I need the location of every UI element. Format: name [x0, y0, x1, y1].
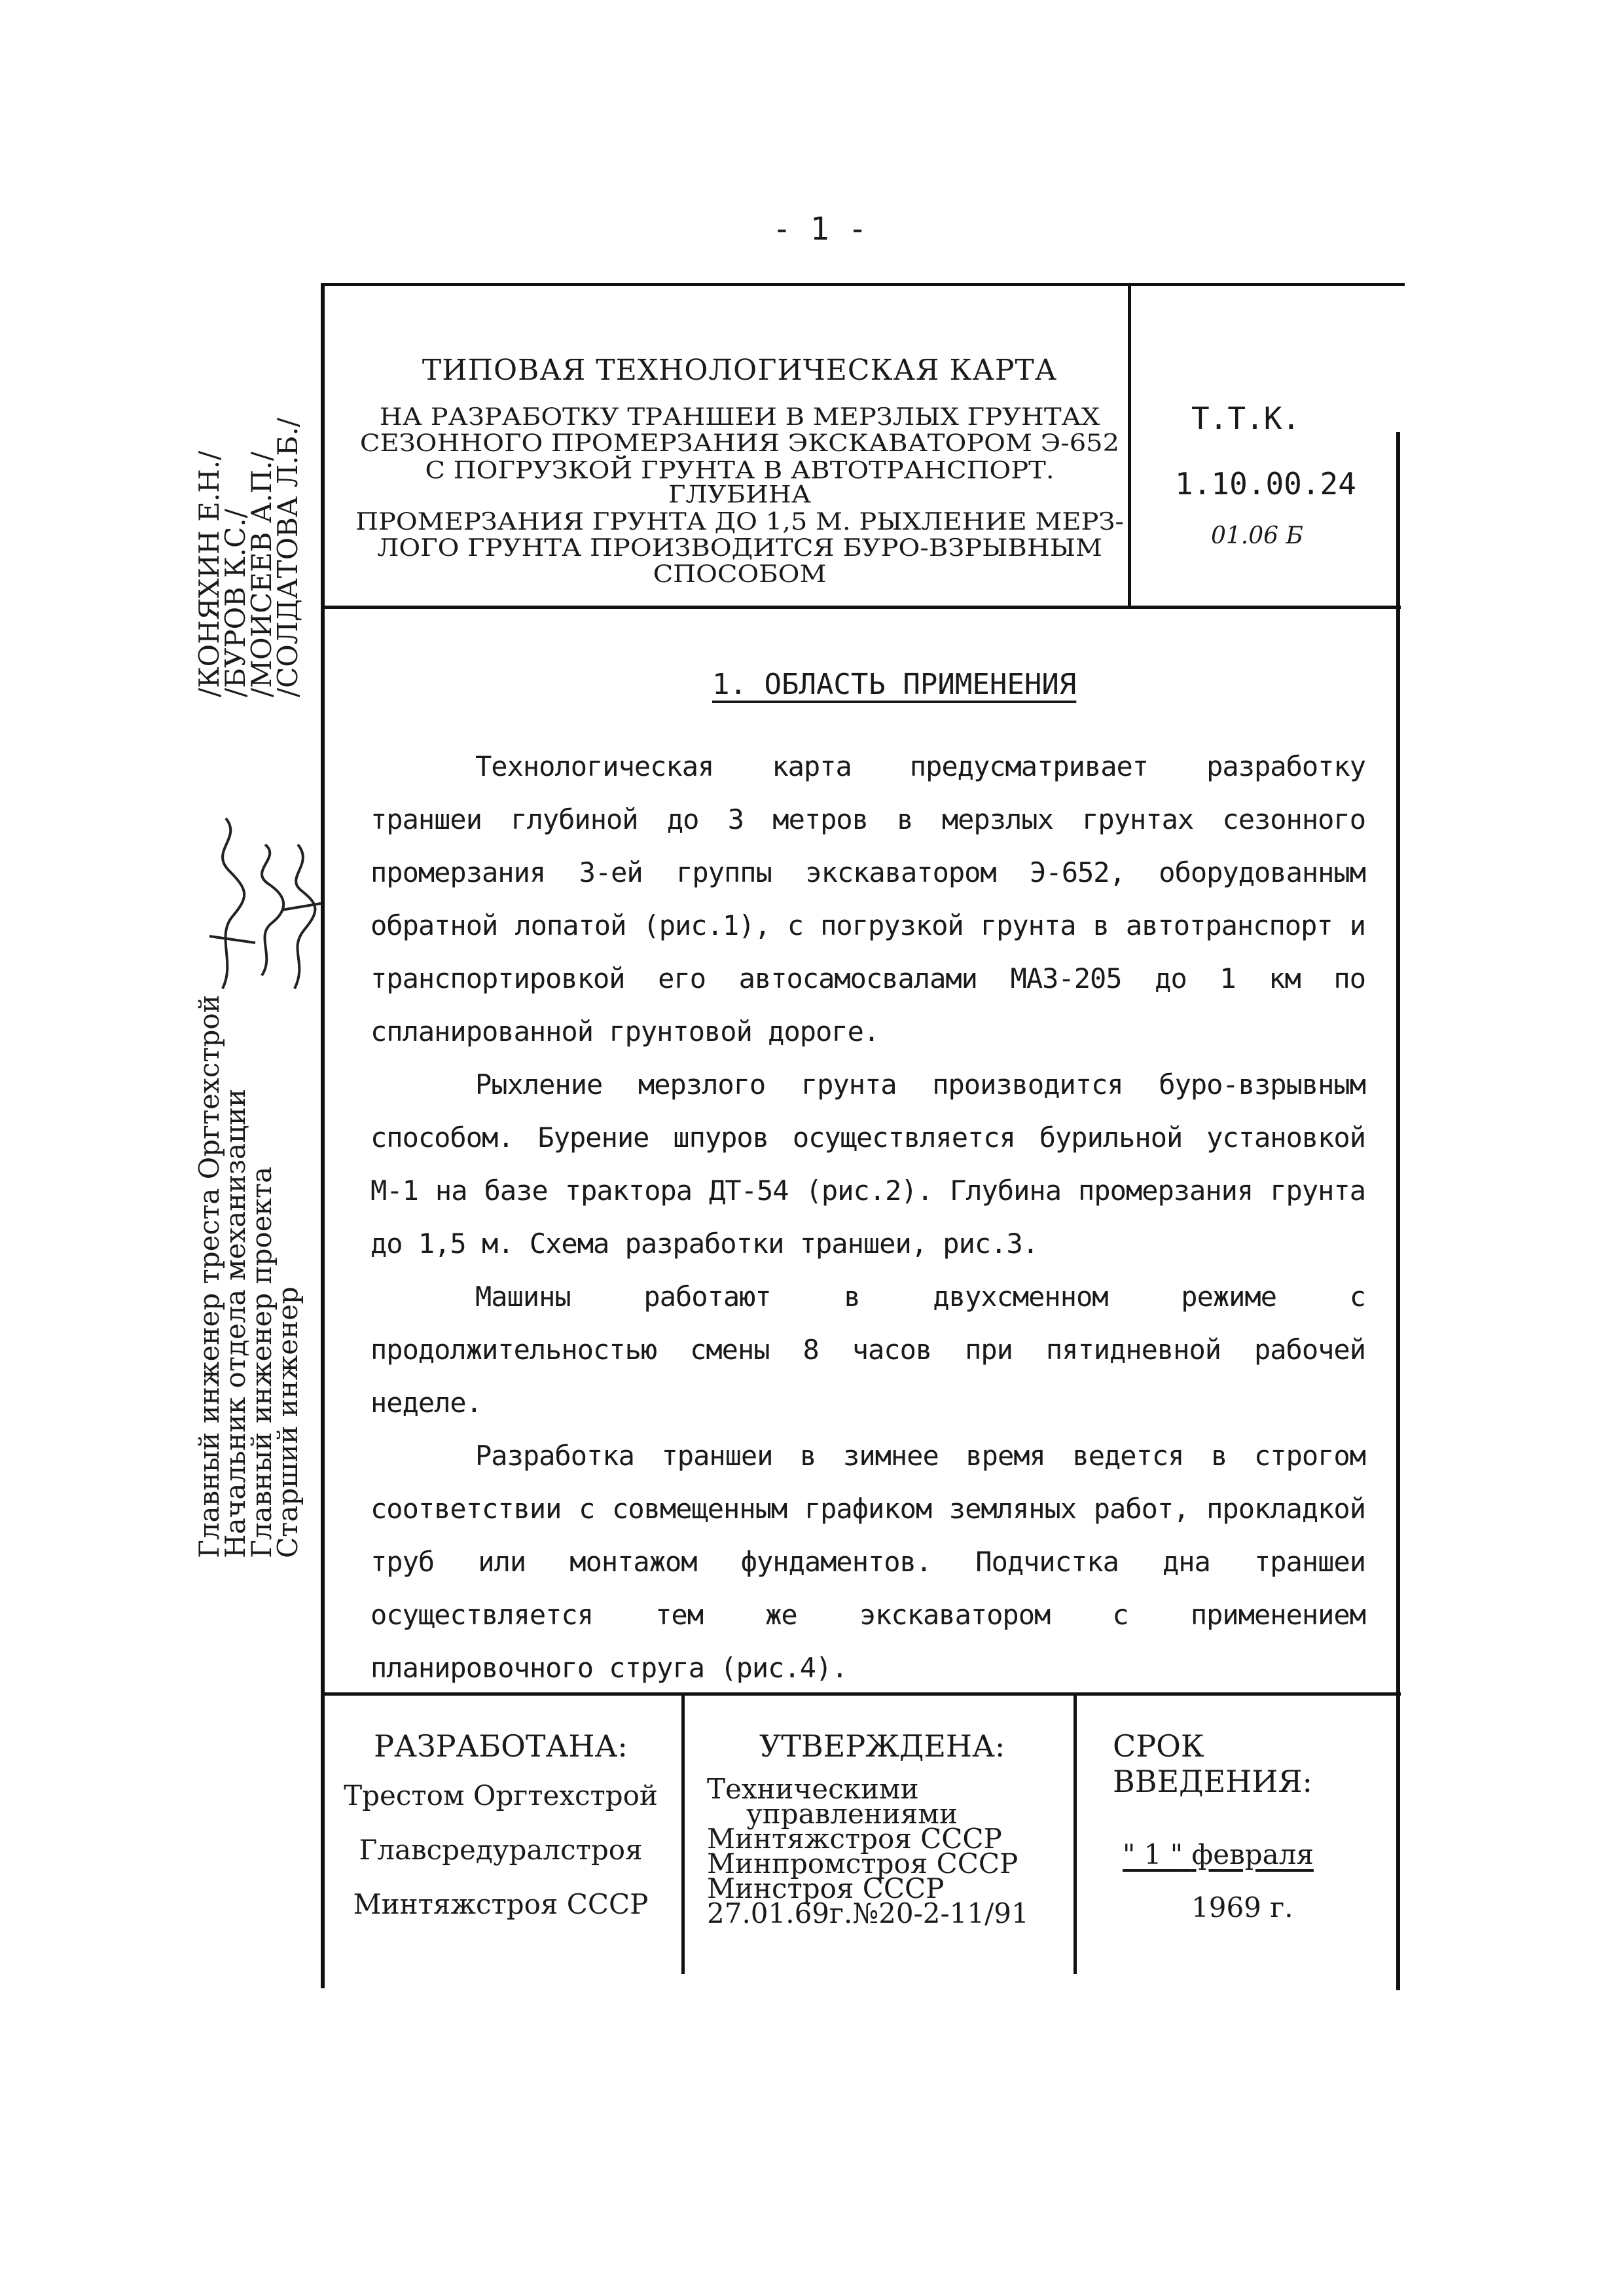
- developed-line: Главсредуралстроя: [359, 1834, 643, 1866]
- approved-line: Минтяжстроя СССР: [707, 1823, 1002, 1855]
- approved-line: Минстроя СССР: [707, 1872, 945, 1904]
- paragraph: Технологическая карта предусматривает разработку траншеи глубиной до 3 метров в мерзлых грунтах сезонного промерзания 3-ей группы экскаватором Э-652, оборудованным обратной лопатой (рис.1), с погрузкой грунта в автотранспорт и транспортировкой его автосамосвалами МАЗ-205 до 1 км по спланированной грунтовой дороге.: [370, 750, 1365, 1048]
- page-number: - 1 -: [772, 211, 867, 247]
- approved-block: [707, 1728, 1074, 1929]
- developed-block: [327, 1728, 674, 1920]
- paragraph: Разработка траншеи в зимнее время ведется в строгом соответствии с совмещенным графиком земляных работ, прокладкой труб или монтажом фундаментов. Подчистка дна траншеи осуществляется тем же экскаватором с применением планировочного струга (рис.4).: [370, 1440, 1365, 1684]
- handwritten-signatures: [196, 740, 327, 1002]
- approval-stamp-names: [193, 418, 304, 697]
- paragraph: Машины работают в двухсменном режиме с продолжительностью смены 8 часов при пятидневной рабочей неделе.: [370, 1281, 1365, 1419]
- stamp-name: /БУРОВ К.С./: [219, 509, 251, 697]
- stamp-name: /МОИСЕЕВ А.П./: [245, 451, 278, 697]
- stamp-position: Главный инженер треста Оргтехстрой: [193, 994, 225, 1558]
- approval-stamp-positions: [193, 994, 304, 1558]
- title-line: ЛОГО ГРУНТА ПРОИЗВОДИТСЯ БУРО-ВЗРЫВНЫМ: [376, 534, 1103, 562]
- title-line: СЕЗОННОГО ПРОМЕРЗАНИЯ ЭКСКАВАТОРОМ Э-652: [359, 429, 1120, 458]
- stamp-name: /КОНЯХИН Е.Н./: [193, 450, 225, 697]
- effective-year: 1969 г.: [1191, 1891, 1293, 1923]
- footer-divider-2: [1074, 1692, 1077, 1974]
- effective-month: февраля: [1191, 1838, 1314, 1870]
- approved-line: управлениями: [746, 1798, 958, 1830]
- title-line: С ПОГРУЗКОЙ ГРУНТА В АВТОТРАНСПОРТ. ГЛУБИНА: [425, 456, 1055, 509]
- developed-label: РАЗРАБОТАНА:: [374, 1728, 628, 1764]
- approved-label: УТВЕРЖДЕНА:: [759, 1728, 1005, 1764]
- header-divider: [1128, 283, 1131, 609]
- section-body: [370, 740, 1365, 1694]
- title-line: НА РАЗРАБОТКУ ТРАНШЕИ В МЕРЗЛЫХ ГРУНТАХ: [379, 403, 1100, 431]
- ttk-label: Т.Т.К.: [1191, 401, 1301, 436]
- stamp-position: Старший инженер: [272, 1286, 304, 1558]
- ttk-code: 01.06 Б: [1211, 522, 1303, 549]
- effective-day: " 1 ": [1123, 1838, 1183, 1870]
- title-line: ПРОМЕРЗАНИЯ ГРУНТА ДО 1,5 М. РЫХЛЕНИЕ МЕРЗ-: [355, 507, 1124, 536]
- ttk-number: 1.10.00.24: [1175, 466, 1356, 501]
- paragraph: Рыхление мерзлого грунта производится буро-взрывным способом. Бурение шпуров осуществляется бурильной установкой М-1 на базе трактора ДТ-54 (рис.2). Глубина промерзания грунта до 1,5 м. Схема разработки траншеи, рис.3.: [370, 1068, 1365, 1260]
- effective-block: [1093, 1728, 1394, 1923]
- approved-line: Техническими: [707, 1773, 919, 1805]
- effective-label: СРОК ВВЕДЕНИЯ:: [1113, 1728, 1313, 1799]
- footer-divider-1: [681, 1692, 685, 1974]
- developed-line: Трестом Оргтехстрой: [344, 1779, 658, 1812]
- title-line-1: ТИПОВАЯ ТЕХНОЛОГИЧЕСКАЯ КАРТА: [422, 354, 1058, 387]
- title-line: СПОСОБОМ: [653, 560, 827, 589]
- stamp-position: Главный инженер проекта: [245, 1166, 278, 1558]
- document-title: [353, 354, 1126, 587]
- approved-line: 27.01.69г.№20-2-11/91: [707, 1897, 1029, 1929]
- frame-top-border: [321, 283, 1355, 286]
- frame-right-border: [1396, 432, 1400, 1990]
- developed-line: Минтяжстроя СССР: [353, 1888, 649, 1920]
- approved-line: Минпромстроя СССР: [707, 1848, 1019, 1880]
- section-heading: 1. ОБЛАСТЬ ПРИМЕНЕНИЯ: [712, 668, 1077, 701]
- stamp-position: Начальник отдела механизации: [219, 1088, 251, 1558]
- stamp-name: /СОЛДАТОВА Л.Б./: [272, 418, 304, 697]
- header-bottom-line: [321, 606, 1401, 609]
